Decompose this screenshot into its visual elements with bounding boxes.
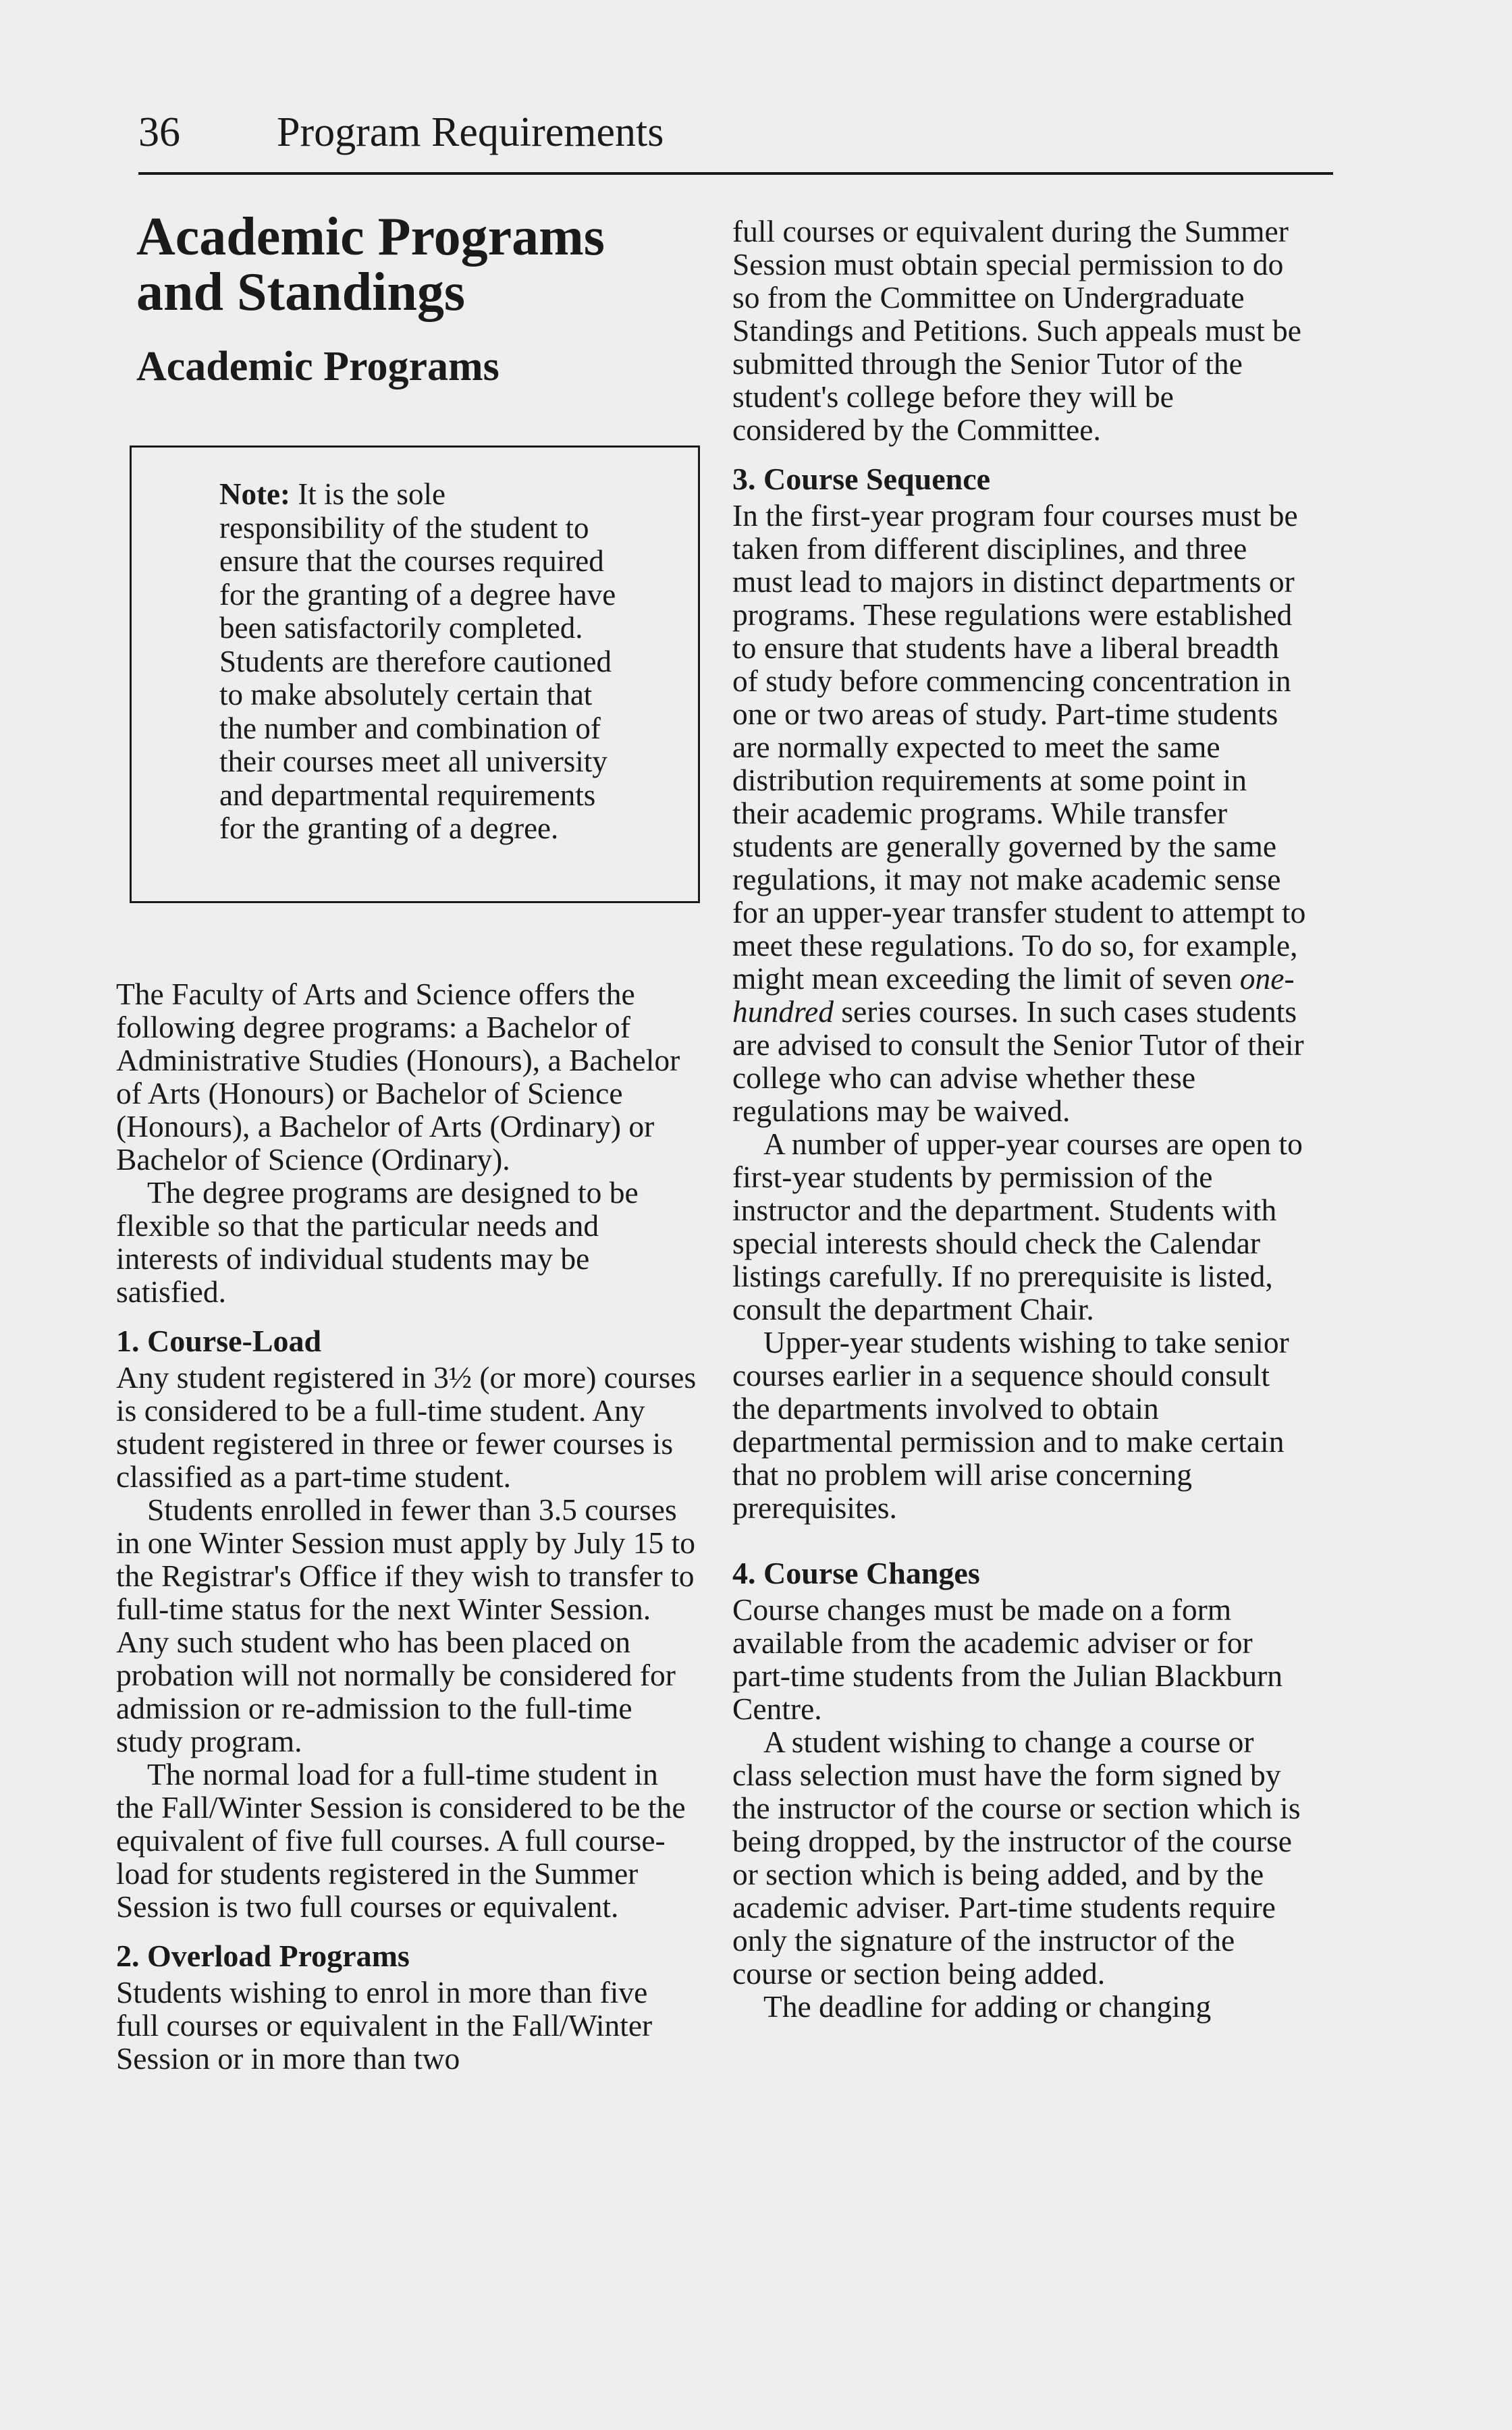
course-load-paragraph-2: Students enrolled in fewer than 3.5 courses in one Winter Session must apply by July 15 to the Registrar's Office if they wish to transfer to full-time status for the next Winter Session. Any such student who has been placed on probation will not normally be considered for admission or re-admission to the full-time study program. xyxy=(116,1492,696,1758)
course-sequence-text-a: In the first-year program four courses must be taken from different disciplines, and three must lead to majors in distinct departments or programs. These regulations were established to ensure that students have a liberal breadth of study before commencing concentration in one or two areas of study. Part-time students are normally expected to meet the same distribution requirements at some point in their academic programs. While transfer students are generally governed by the same regulations, it may not make academic sense for an upper-year transfer student to attempt to meet these regulations. To do so, for example, might mean exceeding the limit of seven xyxy=(732,498,1306,996)
course-sequence-emphasis: one-hundred xyxy=(732,961,1295,1029)
header-rule xyxy=(138,172,1333,175)
note-body: It is the sole responsibility of the student to ensure that the courses required for the granting of a degree have been satisfactorily completed. Students are therefore cautioned to make absolutely certain that the number and combination of their courses meet all university and departmental requirements for the granting of a degree. xyxy=(219,477,616,845)
heading-course-changes: 4. Course Changes xyxy=(732,1556,980,1590)
left-column xyxy=(116,209,697,2075)
heading-overload-programs: 2. Overload Programs xyxy=(116,1939,410,1973)
intro-paragraph-2: The degree programs are designed to be flexible so that the particular needs and interests of individual students may be satisfied. xyxy=(116,1175,639,1309)
overload-paragraph-continued: full courses or equivalent during the Summer Session must obtain special permission to do so from the Committee on Undergraduate Standings and Petitions. Such appeals must be submitted through the Senior Tutor of the student's college before they will be considered by the Committee. xyxy=(732,214,1301,447)
right-column xyxy=(732,215,1310,2023)
page-number: 36 xyxy=(138,109,180,155)
course-changes-paragraph-1: Course changes must be made on a form available from the academic adviser or for part-time students from the Julian Blackburn Centre. xyxy=(732,1592,1283,1726)
intro-paragraph-1: The Faculty of Arts and Science offers the following degree programs: a Bachelor of Administrative Studies (Honours), a Bachelor of Arts (Honours) or Bachelor of Science (Honours), a Bachelor of Arts (Ordinary) or Bachelor of Science (Ordinary). xyxy=(116,977,680,1177)
note-box xyxy=(130,446,700,903)
section-title: Academic Programs xyxy=(136,344,500,389)
course-changes-paragraph-2: A student wishing to change a course or class selection must have the form signed by the instructor of the course or section which is being dropped, by the instructor of the course or section which is being added, and by the academic adviser. Part-time students require only the signature of the instructor of the course or section being added. xyxy=(732,1725,1301,1991)
course-sequence-text-b: series courses. In such cases students are advised to consult the Senior Tutor of their college who can advise whether these regulations may be waived. xyxy=(732,994,1304,1128)
note-text xyxy=(219,478,618,846)
page-title: Academic Programs and Standings xyxy=(136,207,605,322)
running-title: Program Requirements xyxy=(277,109,664,155)
course-load-paragraph-1: Any student registered in 3½ (or more) courses is considered to be a full-time student. Any student registered in three or fewer courses is classified as a part-time student. xyxy=(116,1360,697,1494)
heading-course-load: 1. Course-Load xyxy=(116,1324,322,1358)
course-sequence-paragraph-2: A number of upper-year courses are open to first-year students by permission of the instructor and the department. Students with special interests should check the Calendar listings carefully. If no prerequisite is listed, consult the department Chair. xyxy=(732,1127,1303,1326)
heading-course-sequence: 3. Course Sequence xyxy=(732,462,991,496)
course-load-paragraph-3: The normal load for a full-time student in the Fall/Winter Session is considered to be the equivalent of five full courses. A full course-load for students registered in the Summer Session is two full courses or equivalent. xyxy=(116,1757,686,1924)
overload-paragraph-start: Students wishing to enrol in more than five full courses or equivalent in the Fall/Winter Session or in more than two xyxy=(116,1975,653,2076)
note-label: Note: xyxy=(219,477,290,511)
course-changes-paragraph-3: The deadline for adding or changing xyxy=(763,1989,1212,2024)
course-sequence-paragraph-3: Upper-year students wishing to take senior courses earlier in a sequence should consult the departments involved to obtain departmental permission and to make certain that no problem will arise concerning prerequisites. xyxy=(732,1325,1289,1525)
course-sequence-paragraph-1 xyxy=(732,499,1310,1127)
page-header xyxy=(138,105,1333,179)
